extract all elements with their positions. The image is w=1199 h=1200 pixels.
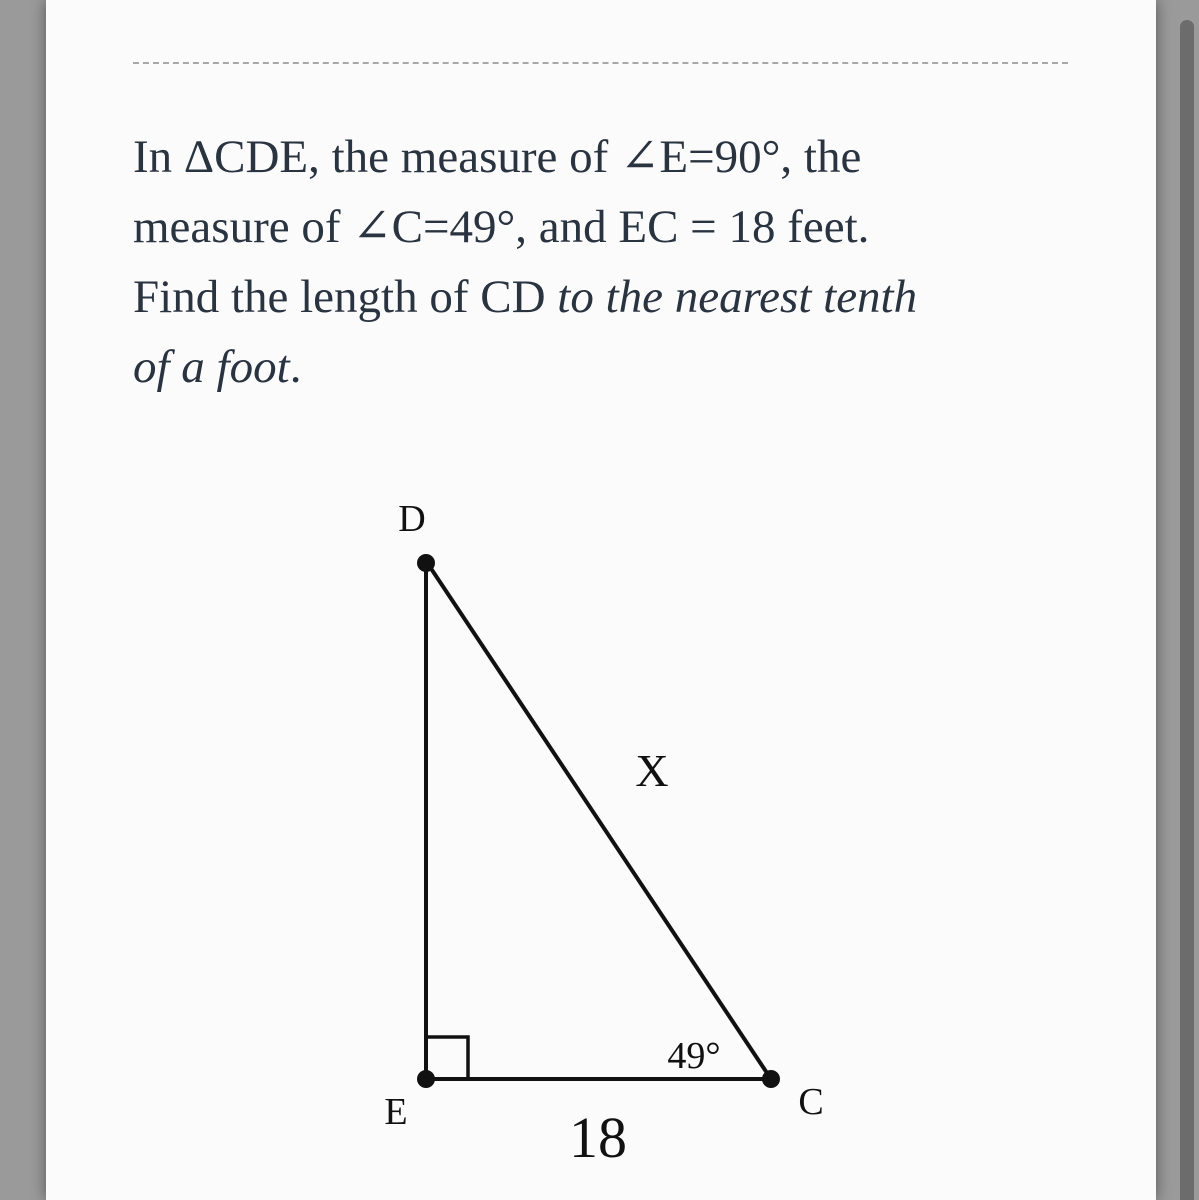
problem-line-2: measure of ∠C=49°, and EC = 18 feet.	[133, 201, 870, 253]
vertex-e-dot	[417, 1070, 435, 1088]
problem-line-3-italic: to the nearest tenth	[557, 271, 918, 323]
vertex-e-label: E	[384, 1091, 408, 1133]
problem-line-4-end: .	[289, 341, 302, 393]
base-label: 18	[569, 1105, 627, 1170]
angle-c-label: 49°	[667, 1035, 721, 1077]
problem-line-4-italic: of a foot	[133, 341, 290, 393]
vertex-c-dot	[762, 1070, 780, 1088]
vertex-c-label: C	[798, 1081, 824, 1123]
side-dc	[426, 561, 771, 1079]
problem-line-3-plain: Find the length of CD	[133, 271, 558, 323]
hypotenuse-label: X	[635, 745, 669, 796]
vertex-d-dot	[417, 554, 435, 572]
vertex-d-label: D	[398, 498, 426, 540]
problem-line-1: In ΔCDE, the measure of ∠E=90°, the	[133, 131, 862, 183]
